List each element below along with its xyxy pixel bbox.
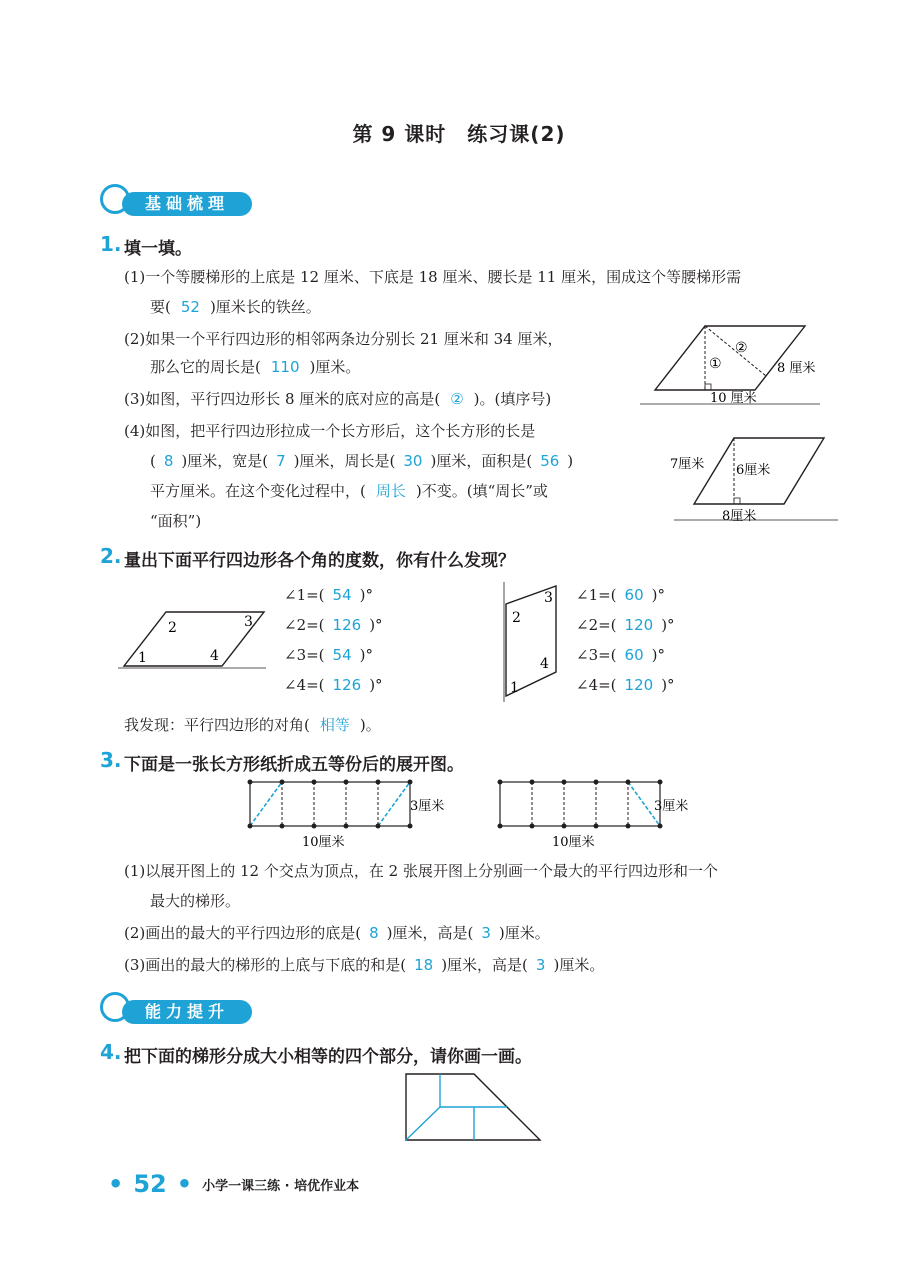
page-number: 52: [133, 1170, 167, 1198]
angle-row: ∠1=( 54 )°: [284, 586, 373, 604]
q1-part1-line2: 要( 52 )厘米长的铁丝。: [150, 298, 321, 316]
angle-mark-1: 1: [510, 680, 519, 696]
question-number: 4.: [100, 1040, 122, 1064]
q1-part4-line2: ( 8 )厘米，宽是( 7 )厘米，周长是( 30 )厘米，面积是( 56 ): [150, 452, 574, 470]
answer: 30: [403, 452, 423, 470]
trapezoid-divided: [400, 1068, 550, 1146]
question-number: 1.: [100, 232, 122, 256]
q2-finding: 我发现：平行四边形的对角( 相等 )。: [124, 716, 381, 734]
angle-row: ∠2=( 126 )°: [284, 616, 383, 634]
angle-row: ∠3=( 54 )°: [284, 646, 373, 664]
question-title: 把下面的梯形分成大小相等的四个部分，请你画一画。: [124, 1047, 532, 1067]
section-badge-advanced: [100, 998, 260, 1026]
section-label: 基础梳理: [122, 192, 252, 216]
marker-one: ①: [709, 356, 722, 372]
angle-mark-4: 4: [540, 656, 549, 672]
q3-part1-line1: (1)以展开图上的 12 个交点为顶点，在 2 张展开图上分别画一个最大的平行四边形和一个: [124, 862, 718, 880]
answer: 126: [332, 616, 362, 634]
height-label: 3厘米: [410, 799, 445, 814]
page-title: 第 9 课时 练习课(2): [352, 122, 566, 146]
angle-row: ∠4=( 120 )°: [576, 676, 675, 694]
answer: 7: [276, 452, 286, 470]
angle-list-right: [576, 584, 675, 704]
section-badge-basics: [100, 190, 260, 218]
width-label: 10厘米: [302, 835, 345, 850]
base-length-label: 8厘米: [722, 509, 757, 524]
q3-part1-line2: 最大的梯形。: [150, 892, 241, 910]
answer: 120: [624, 676, 654, 694]
angle-mark-2: 2: [512, 610, 521, 626]
base-length-label: 10 厘米: [710, 391, 757, 406]
question-number: 3.: [100, 748, 122, 772]
angle-row: ∠1=( 60 )°: [576, 586, 665, 604]
angle-row: ∠4=( 126 )°: [284, 676, 383, 694]
answer: 8: [163, 452, 174, 470]
angle-mark-2: 2: [168, 620, 177, 636]
q1-part3: (3)如图，平行四边形长 8 厘米的底对应的高是( ② )。(填序号): [124, 390, 552, 408]
parallelogram-angles-right: [498, 582, 570, 704]
angle-mark-3: 3: [244, 614, 253, 630]
page-number-dot: •: [108, 1170, 124, 1198]
parallelogram-angles-left: [118, 604, 268, 676]
answer: 54: [332, 586, 352, 604]
answer: 52: [180, 298, 200, 316]
q3-part2: (2)画出的最大的平行四边形的底是( 8 )厘米，高是( 3 )厘米。: [124, 924, 550, 942]
parallelogram-figure-1: [640, 318, 830, 410]
q1-part4-line4: “面积”): [150, 512, 202, 530]
q1-part4-line1: (4)如图，把平行四边形拉成一个长方形后，这个长方形的长是: [124, 422, 536, 440]
question-title: 填一填。: [124, 239, 192, 259]
angle-row: ∠3=( 60 )°: [576, 646, 665, 664]
angle-row: ∠2=( 120 )°: [576, 616, 675, 634]
question-number: 2.: [100, 544, 122, 568]
page-number-dot: •: [176, 1170, 193, 1198]
height-label: 6厘米: [736, 463, 771, 478]
question-title: 量出下面平行四边形各个角的度数，你有什么发现？: [124, 551, 515, 571]
answer: 54: [332, 646, 352, 664]
side-length-label: 7厘米: [670, 457, 705, 472]
answer: 60: [624, 646, 644, 664]
angle-mark-1: 1: [138, 650, 147, 666]
q3-part3: (3)画出的最大的梯形的上底与下底的和是( 18 )厘米，高是( 3 )厘米。: [124, 956, 605, 974]
angle-mark-4: 4: [210, 648, 219, 664]
answer: 120: [624, 616, 654, 634]
answer: 56: [540, 452, 560, 470]
fold-grid-trapezoid: [490, 776, 700, 850]
book-title: 小学一课三练 · 培优作业本: [202, 1178, 360, 1194]
section-label: 能力提升: [122, 1000, 252, 1024]
answer: 18: [414, 956, 434, 974]
angle-list-left: [284, 584, 383, 704]
side-length-label: 8 厘米: [777, 361, 816, 376]
answer: 周长: [375, 482, 406, 500]
answer: 相等: [319, 716, 350, 734]
q1-part2-line2: 那么它的周长是( 110 )厘米。: [150, 358, 361, 376]
answer: 60: [624, 586, 644, 604]
marker-two: ②: [735, 340, 748, 356]
answer: 3: [535, 956, 546, 974]
q1-part2-line1: (2)如果一个平行四边形的相邻两条边分别长 21 厘米和 34 厘米，: [124, 330, 563, 348]
answer: ②: [450, 390, 464, 408]
parallelogram-figure-2: [666, 432, 846, 526]
height-label: 3厘米: [654, 799, 689, 814]
q1-part1-line1: (1)一个等腰梯形的上底是 12 厘米、下底是 18 厘米、腰长是 11 厘米，围成这个等腰梯形需: [124, 268, 742, 286]
width-label: 10厘米: [552, 835, 595, 850]
answer: 8: [369, 924, 379, 942]
question-title: 下面是一张长方形纸折成五等份后的展开图。: [124, 755, 464, 775]
q1-part4-line3: 平方厘米。在这个变化过程中，( 周长 )不变。(填“周长”或: [150, 482, 548, 500]
answer: 3: [481, 924, 491, 942]
answer: 110: [270, 358, 300, 376]
answer: 126: [332, 676, 362, 694]
angle-mark-3: 3: [544, 590, 553, 606]
fold-grid-parallelogram: [240, 776, 445, 850]
page-footer: [108, 1170, 359, 1198]
